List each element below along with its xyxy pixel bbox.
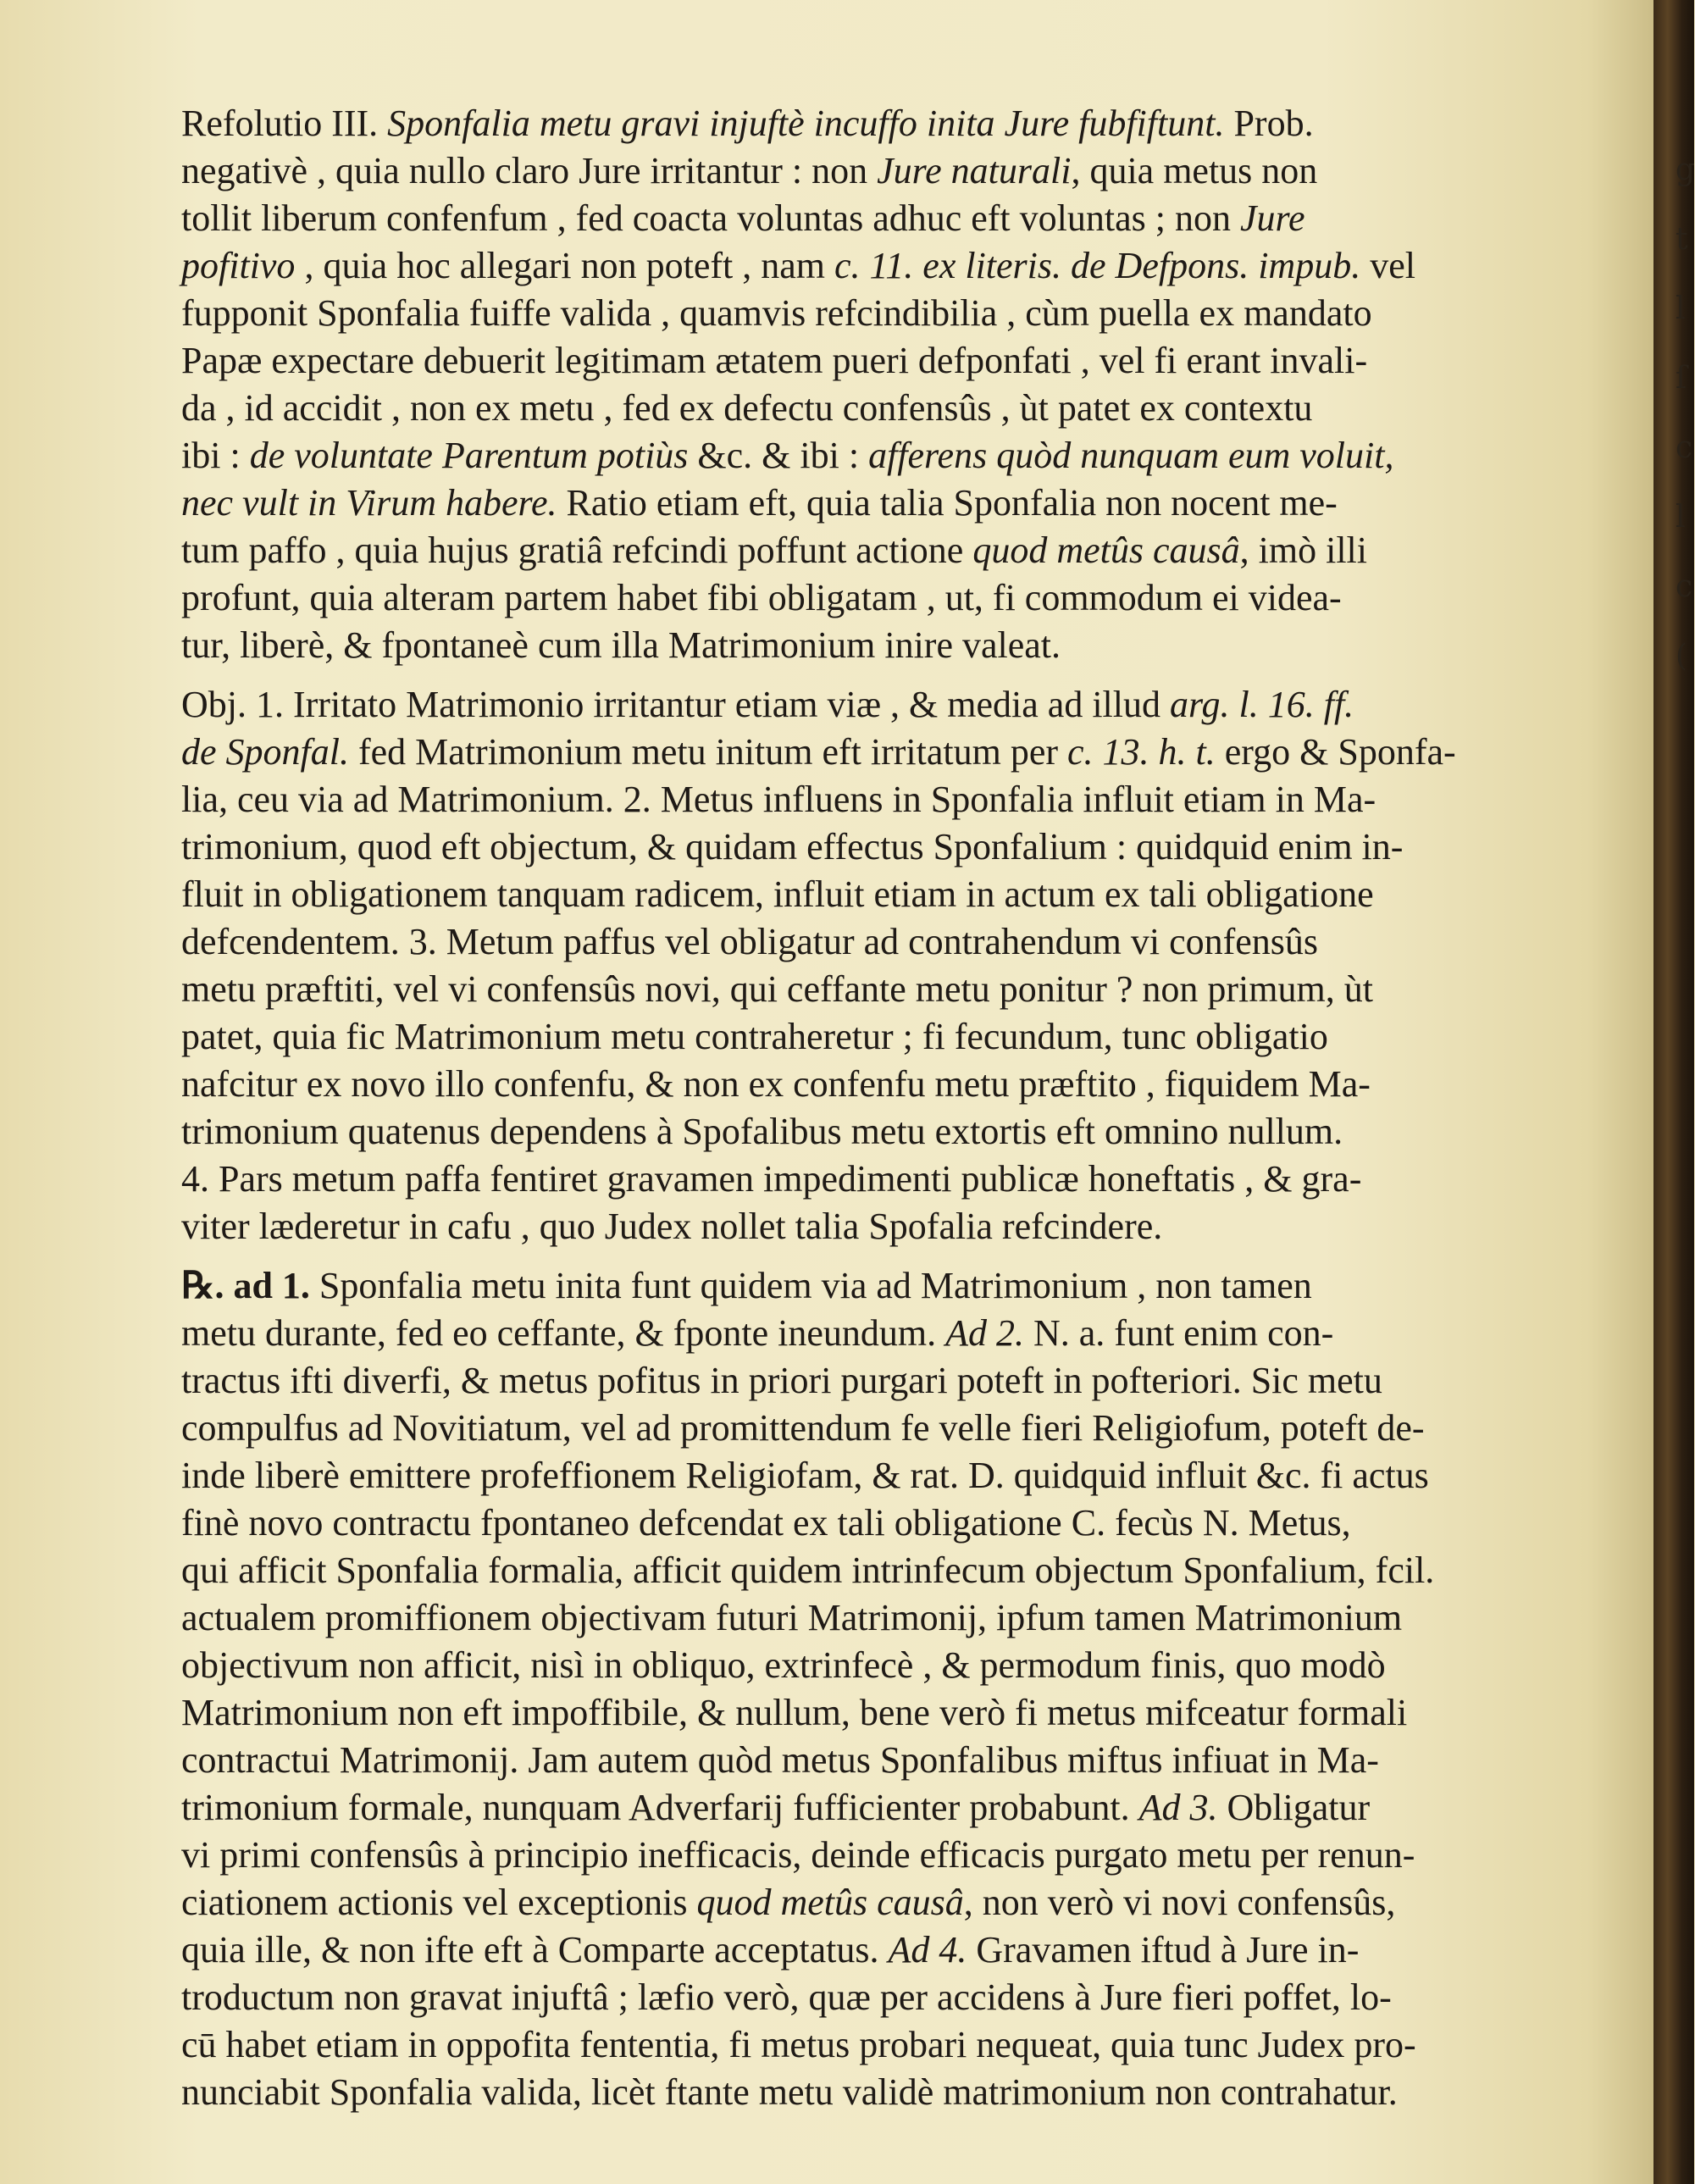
text-line: [95, 2021, 1586, 2069]
text-segment: Refolutio III.: [181, 103, 388, 144]
text-line: [95, 1452, 1586, 1499]
text-line: [95, 1357, 1586, 1405]
text-segment: Prob.: [1224, 103, 1314, 144]
text-segment: tollit liberum confenfum , fed coacta voluntas adhuc eft voluntas ; non: [181, 197, 1240, 239]
text-segment: fluit in obligationem tanquam radicem, influit etiam in actum ex tali obligatione: [181, 873, 1374, 915]
text-segment: tractus ifti diverfi, & metus pofitus in priori purgari poteft in pofteriori. Sic metu: [181, 1360, 1382, 1401]
text-segment: de Sponfal.: [181, 731, 349, 773]
text-line: [95, 574, 1586, 622]
text-segment: metu præftiti, vel vi confensûs novi, qui ceffante metu ponitur ? non primum, ùt: [181, 968, 1373, 1010]
text-segment: Sponfalia metu gravi injuftè incuffo inita Jure fubfiftunt.: [387, 103, 1225, 144]
text-line: [95, 1642, 1586, 1689]
objectiones-paragraph: [95, 681, 1586, 1250]
text-line: [95, 1156, 1586, 1203]
text-segment: Jure naturali: [877, 150, 1072, 191]
text-line: [95, 195, 1586, 242]
margin-letter: l: [1676, 291, 1686, 326]
text-segment: patet, quia fic Matrimonium metu contraheretur ; fi fecundum, tunc obligatio: [181, 1016, 1328, 1057]
text-segment: vel: [1360, 245, 1415, 286]
text-segment: ergo & Sponfa-: [1215, 731, 1456, 773]
text-line: [95, 1203, 1586, 1250]
text-segment: troductum non gravat injuftâ ; læfio verò, quæ per accidens à Jure fieri poffet, lo-: [181, 1976, 1392, 2018]
text-line: [95, 1689, 1586, 1737]
text-segment: trimonium formale, nunquam Adverfarij fufficienter probabunt.: [181, 1787, 1139, 1828]
text-segment: Gravamen iftud à Jure in-: [967, 1929, 1360, 1971]
text-line: [95, 1926, 1586, 1974]
text-segment: de voluntate Parentum potiùs: [249, 435, 689, 476]
text-segment: Papæ expectare debuerit legitimam ætatem pueri defponfati , vel fi erant invali-: [181, 340, 1368, 381]
text-line: [95, 871, 1586, 918]
text-segment: Obj. 1. Irritato Matrimonio irritantur etiam viæ , & media ad illud: [181, 684, 1170, 725]
text-segment: negativè , quia nullo claro Jure irritantur : non: [181, 150, 878, 191]
text-line: [95, 966, 1586, 1013]
text-segment: nunciabit Sponfalia valida, licèt ftante metu validè matrimonium non contrahatur.: [181, 2071, 1398, 2113]
text-segment: trimonium quatenus dependens à Spofalibus metu extortis eft omnino nullum.: [181, 1111, 1343, 1152]
margin-letter: l: [1676, 500, 1686, 535]
text-segment: Ad 2.: [945, 1312, 1024, 1354]
responsiones-paragraph: [95, 1262, 1586, 2116]
margin-letter: (: [1676, 639, 1688, 673]
text-segment: vi primi confensûs à principio inefficacis, deinde efficacis purgato metu per renun-: [181, 1834, 1415, 1876]
text-line: [95, 337, 1586, 385]
text-segment: profunt, quia alteram partem habet fibi obligatam , ut, fi commodum ei videa-: [181, 577, 1342, 618]
text-line: [95, 147, 1586, 195]
text-line: [95, 1832, 1586, 1879]
text-line: [95, 1784, 1586, 1832]
text-line: [95, 1310, 1586, 1357]
text-segment: tum paffo , quia hujus gratiâ refcindi poffunt actione: [181, 529, 973, 571]
text-segment: defcendentem. 3. Metum paffus vel obligatur ad contrahendum vi confensûs: [181, 921, 1319, 962]
text-line: [95, 1499, 1586, 1547]
text-segment: finè novo contractu fpontaneo defcendat ex tali obligatione C. fecùs N. Metus,: [181, 1502, 1351, 1544]
text-segment: Matrimonium non eft impoffibile, & nullum, bene verò fi metus mifceatur formali: [181, 1692, 1408, 1733]
text-segment: da , id accidit , non ex metu , fed ex defectu confensûs , ùt patet ex contextu: [181, 387, 1313, 429]
text-line: [95, 1737, 1586, 1784]
text-segment: quod metûs causâ: [972, 529, 1240, 571]
text-line: [95, 100, 1586, 147]
text-line: [95, 527, 1586, 574]
text-segment: lia, ceu via ad Matrimonium. 2. Metus influens in Sponfalia influit etiam in Ma-: [181, 779, 1376, 820]
text-line: [95, 1974, 1586, 2021]
text-segment: Sponfalia metu inita funt quidem via ad Matrimonium , non tamen: [309, 1265, 1312, 1306]
text-line: [95, 432, 1586, 479]
text-segment: afferens quòd nunquam eum voluit,: [868, 435, 1394, 476]
text-segment: , quia metus non: [1071, 150, 1318, 191]
text-line: [95, 290, 1586, 337]
text-line: [95, 776, 1586, 823]
text-segment: arg. l. 16. ff.: [1170, 684, 1354, 725]
text-line: [95, 1547, 1586, 1594]
text-line: [95, 2069, 1586, 2116]
margin-letter: c: [1676, 430, 1693, 465]
text-line: [95, 823, 1586, 871]
text-line: [95, 1262, 1586, 1310]
text-segment: fed Matrimonium metu initum eft irritatum per: [348, 731, 1068, 773]
resolutio-paragraph: [95, 100, 1586, 669]
text-segment: fupponit Sponfalia fuiffe valida , quamvis refcindibilia , cùm puella ex mandato: [181, 292, 1372, 334]
text-line: [95, 242, 1586, 290]
text-segment: ℞. ad 1.: [181, 1265, 310, 1306]
margin-letter: ſ: [1676, 361, 1687, 396]
text-segment: cū habet etiam in oppofita fententia, fi metus probari nequeat, quia tunc Judex pro-: [181, 2024, 1416, 2065]
text-segment: qui afficit Sponfalia formalia, afficit quidem intrinfecum objectum Sponfalium, fcil.: [181, 1549, 1435, 1591]
text-segment: Obligatur: [1217, 1787, 1371, 1828]
text-segment: , quia hoc allegari non poteft , nam: [295, 245, 835, 286]
text-segment: N. a. funt enim con-: [1023, 1312, 1334, 1354]
text-segment: nec vult in Virum habere.: [181, 482, 557, 524]
text-segment: ibi :: [181, 435, 250, 476]
text-line: [95, 479, 1586, 527]
text-segment: Ratio etiam eft, quia talia Sponfalia non nocent me-: [557, 482, 1338, 524]
text-segment: c. 13. h. t.: [1067, 731, 1216, 773]
text-line: [95, 681, 1586, 729]
text-segment: contractui Matrimonij. Jam autem quòd metus Sponfalibus miftus infiuat in Ma-: [181, 1739, 1379, 1781]
text-segment: metu durante, fed eo ceffante, & fponte ineundum.: [181, 1312, 946, 1354]
text-segment: Jure: [1239, 197, 1305, 239]
text-line: [95, 1879, 1586, 1926]
text-line: [95, 1061, 1586, 1108]
text-line: [95, 1594, 1586, 1642]
text-segment: quod metûs causâ: [696, 1882, 964, 1923]
text-segment: pofitivo: [181, 245, 296, 286]
margin-letter: t: [1676, 222, 1688, 257]
margin-letter: g: [1676, 152, 1695, 187]
margin-letter: c: [1676, 569, 1693, 604]
text-segment: trimonium, quod eft objectum, & quidam effectus Sponfalium : quidquid enim in-: [181, 826, 1404, 868]
adjacent-page-margin-letters: [1676, 136, 1695, 673]
text-line: [95, 918, 1586, 966]
text-segment: 4. Pars metum paffa fentiret gravamen impedimenti publicæ honeftatis , & gra-: [181, 1158, 1362, 1200]
text-segment: objectivum non afficit, nisì in obliquo, extrinfecè , & permodum finis, quo modò: [181, 1644, 1386, 1686]
text-line: [95, 622, 1586, 669]
text-segment: nafcitur ex novo illo confenfu, & non ex confenfu metu præftito , fiquidem Ma-: [181, 1063, 1371, 1105]
text-segment: &c. & ibi :: [688, 435, 869, 476]
text-segment: , imò illi: [1239, 529, 1368, 571]
text-segment: Ad 4.: [888, 1929, 967, 1971]
text-line: [95, 1013, 1586, 1061]
text-line: [95, 1108, 1586, 1156]
text-segment: c. 11. ex literis. de Defpons. impub.: [834, 245, 1361, 286]
text-segment: viter læderetur in cafu , quo Judex nollet talia Spofalia refcindere.: [181, 1206, 1163, 1247]
text-segment: tur, liberè, & fpontaneè cum illa Matrimonium inire valeat.: [181, 624, 1061, 666]
text-segment: ciationem actionis vel exceptionis: [181, 1882, 697, 1923]
text-segment: quia ille, & non ifte eft à Comparte acceptatus.: [181, 1929, 889, 1971]
text-line: [95, 1405, 1586, 1452]
text-segment: inde liberè emittere profeffionem Religiofam, & rat. D. quidquid influit &c. fi actus: [181, 1455, 1429, 1496]
text-segment: Ad 3.: [1138, 1787, 1218, 1828]
text-segment: compulfus ad Novitiatum, vel ad promittendum fe velle fieri Religiofum, poteft de-: [181, 1407, 1425, 1449]
page-text: [95, 100, 1586, 2128]
text-segment: , non verò vi novi confensûs,: [963, 1882, 1396, 1923]
text-line: [95, 385, 1586, 432]
text-line: [95, 729, 1586, 776]
text-segment: actualem promiffionem objectivam futuri Matrimonij, ipfum tamen Matrimonium: [181, 1597, 1403, 1638]
